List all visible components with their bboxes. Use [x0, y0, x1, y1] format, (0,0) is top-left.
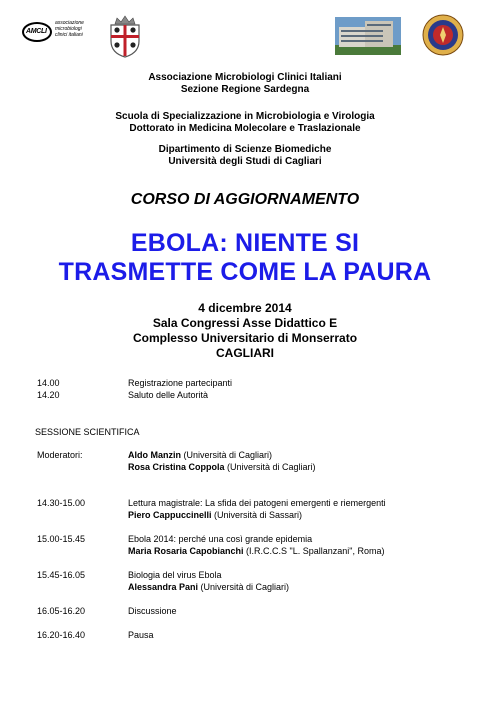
event-details [0, 301, 490, 361]
talk-speaker [128, 582, 289, 593]
program-time: 16.20-16.40 [37, 630, 86, 640]
university-seal-icon [422, 14, 464, 56]
logo-row [0, 0, 490, 70]
event-complex: Complesso Universitario di Monserrato [132, 331, 358, 345]
amcli-mark [22, 22, 52, 42]
event-city: CAGLIARI [216, 346, 274, 360]
program-time: 14.30-15.00 [37, 498, 86, 508]
speaker-name: Alessandra Pani [128, 582, 199, 592]
talk-title: Ebola 2014: perché una così grande epidemia [128, 534, 313, 544]
course-heading: CORSO DI AGGIORNAMENTO [130, 191, 360, 208]
school-name: Scuola di Specializzazione in Microbiologia e Virologia [115, 111, 375, 122]
speaker-affiliation: (I.R.C.C.S "L. Spallanzani", Roma) [243, 546, 385, 556]
event-title [0, 229, 490, 287]
department-block [0, 144, 490, 168]
speaker-affiliation: (Università di Sassari) [211, 510, 303, 520]
association-section: Sezione Regione Sardegna [180, 84, 310, 95]
speaker-affiliation: (Università di Cagliari) [198, 582, 290, 592]
program-time: 14.00 [37, 378, 60, 388]
event-title-line: EBOLA: NIENTE SI [130, 229, 360, 257]
moderator-affiliation: (Università di Cagliari) [224, 462, 316, 472]
moderator-name: Aldo Manzin [128, 450, 181, 460]
program-activity: Registrazione partecipanti [128, 378, 233, 388]
program-time: 15.45-16.05 [37, 570, 86, 580]
speaker-name: Piero Cappuccinelli [128, 510, 212, 520]
doctorate-name: Dottorato in Medicina Molecolare e Traslazionale [129, 123, 361, 134]
university-building-icon [335, 17, 401, 55]
moderator [128, 462, 316, 473]
amcli-text-line: clinici italiani [55, 32, 83, 38]
moderators-label: Moderatori: [37, 450, 83, 460]
event-date: 4 dicembre 2014 [198, 301, 292, 315]
moderator [128, 450, 272, 461]
university-name: Università degli Studi di Cagliari [168, 156, 322, 167]
program-activity: Pausa [128, 630, 154, 640]
moderator-name: Rosa Cristina Coppola [128, 462, 225, 472]
talk-title: Biologia del virus Ebola [128, 570, 222, 580]
program-time: 15.00-15.45 [37, 534, 86, 544]
session-title: SESSIONE SCIENTIFICA [35, 427, 140, 437]
program-time: 14.20 [37, 390, 60, 400]
amcli-text-line: microbiologi [55, 26, 82, 32]
amcli-logo [22, 18, 96, 46]
school-block [0, 111, 490, 135]
talk-speaker [128, 546, 384, 557]
program-activity: Saluto delle Autorità [128, 390, 209, 400]
department-name: Dipartimento di Scienze Biomediche [158, 144, 332, 155]
event-venue: Sala Congressi Asse Didattico E [152, 316, 338, 330]
talk-title: Lettura magistrale: La sfida dei patogeni emergenti e riemergenti [128, 498, 386, 508]
event-title-line: TRASMETTE COME LA PAURA [58, 258, 432, 286]
program-activity: Discussione [128, 606, 177, 616]
sardinia-coat-of-arms-icon [107, 15, 143, 59]
speaker-name: Maria Rosaria Capobianchi [128, 546, 244, 556]
program-time: 16.05-16.20 [37, 606, 86, 616]
amcli-mark-text: AMCLI [26, 28, 47, 35]
talk-speaker [128, 510, 302, 521]
amcli-logo-text [55, 20, 84, 38]
moderator-affiliation: (Università di Cagliari) [181, 450, 273, 460]
amcli-text-line: associazione [55, 20, 84, 26]
association-name: Associazione Microbiologi Clinici Italiani [148, 72, 342, 83]
association-block [0, 72, 490, 96]
